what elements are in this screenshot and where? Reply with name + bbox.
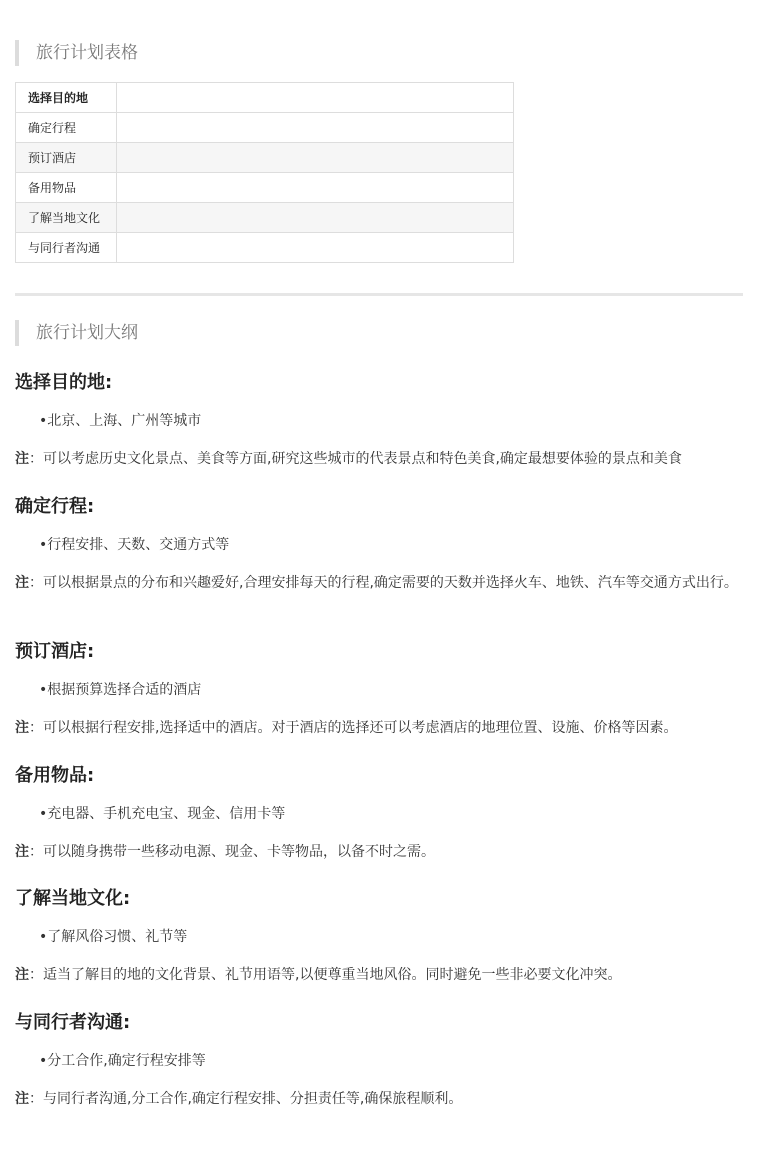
table-row [16,113,514,143]
table-row [16,233,514,263]
note-text: ：与同行者沟通,分工合作,确定行程安排、分担责任等,确保旅程顺利。 [29,1091,463,1107]
table-row-label: 了解当地文化 [16,203,117,233]
outline-item-title: 与同行者沟通: [15,1012,131,1033]
table-row [16,203,514,233]
outline-section-title: 旅行计划大纲 [15,320,138,346]
outline-item [15,639,743,739]
outline-item-note [15,841,743,863]
table-row-value[interactable] [117,113,514,143]
outline-item-bullet: •行程安排、天数、交通方式等 [39,537,230,553]
table-row-value[interactable] [117,233,514,263]
outline-item [15,763,743,863]
note-label: 注 [15,720,29,736]
note-text: ：可以随身携带一些移动电源、现金、卡等物品，以备不时之需。 [29,844,435,860]
outline-item-note [15,448,743,470]
note-text: ：适当了解目的地的文化背景、礼节用语等,以便尊重当地风俗。同时避免一些非必要文化冲突。 [29,967,622,983]
outline-item-bullet: •北京、上海、广州等城市 [39,413,202,429]
outline-item-bullet: •分工合作,确定行程安排等 [39,1053,206,1069]
outline-item [15,1010,743,1110]
note-text: ：可以根据行程安排,选择适中的酒店。对于酒店的选择还可以考虑酒店的地理位置、设施、价格等因素。 [29,720,678,736]
note-label: 注 [15,844,29,860]
note-label: 注 [15,1091,29,1107]
table-row-label: 备用物品 [16,173,117,203]
outline-item-bullet: •充电器、手机充电宝、现金、信用卡等 [39,806,286,822]
outline-item-note [15,572,743,594]
outline-item-bullet: •根据预算选择合适的酒店 [39,682,202,698]
outline-item-note [15,717,743,739]
table-row-label: 确定行程 [16,113,117,143]
table-row [16,83,514,113]
outline-item [15,494,743,594]
outline-item-title: 选择目的地: [15,372,113,393]
table-row-value[interactable] [117,83,514,113]
travel-plan-table [15,82,514,263]
section-divider [15,293,743,296]
table-row-value[interactable] [117,143,514,173]
table-row-value[interactable] [117,203,514,233]
table-row [16,143,514,173]
table-row-label: 预订酒店 [16,143,117,173]
table-row-value[interactable] [117,173,514,203]
outline-item [15,370,743,470]
note-label: 注 [15,575,29,591]
table-row [16,173,514,203]
table-row-label: 选择目的地 [16,83,117,113]
outline-item-title: 预订酒店: [15,641,95,662]
outline-item-note [15,1088,743,1110]
note-label: 注 [15,967,29,983]
note-text: ：可以考虑历史文化景点、美食等方面,研究这些城市的代表景点和特色美食,确定最想要体验的景点和美食 [29,451,682,467]
outline-item-note [15,964,743,986]
outline-item-title: 确定行程: [15,496,95,517]
table-row-label: 与同行者沟通 [16,233,117,263]
outline-item-title: 了解当地文化: [15,888,131,909]
outline-item-bullet: •了解风俗习惯、礼节等 [39,929,188,945]
table-section-title: 旅行计划表格 [15,40,138,66]
outline-item-title: 备用物品: [15,765,95,786]
note-text: ：可以根据景点的分布和兴趣爱好,合理安排每天的行程,确定需要的天数并选择火车、地铁、汽车等交通方式出行。 [29,575,738,591]
outline-item [15,886,743,986]
note-label: 注 [15,451,29,467]
